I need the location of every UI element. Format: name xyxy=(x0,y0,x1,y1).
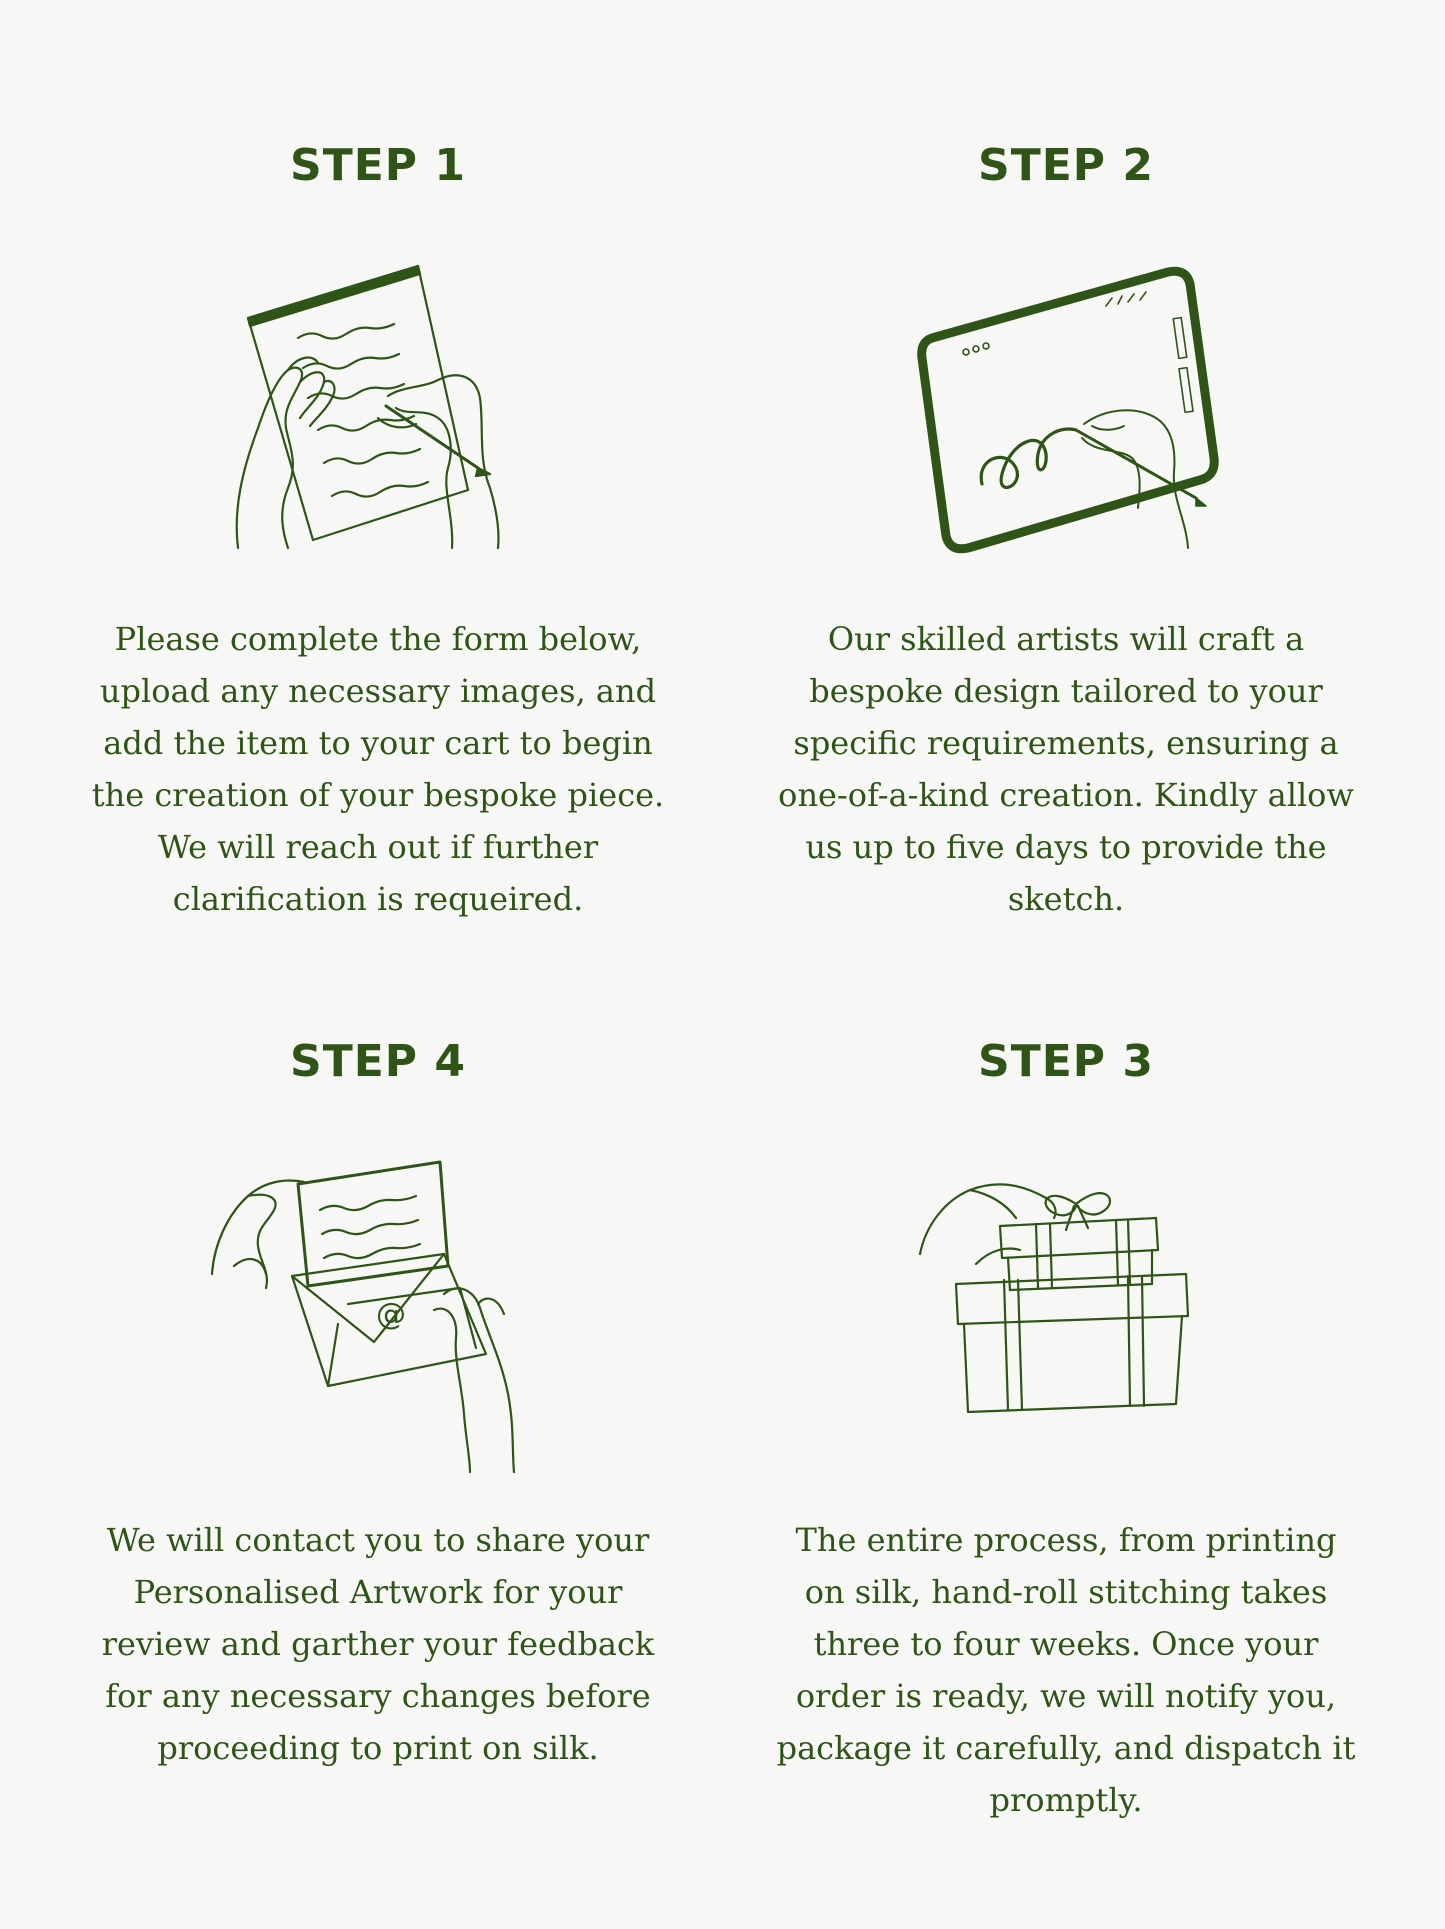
step-1-section xyxy=(78,140,678,925)
step-2-description: Our skilled artists will craft a bespoke design tailored to your specific requirements, ensuring a one-of-a-kind creation. Kindly allow us up to five days to provide the sketch. xyxy=(778,620,1354,918)
step-4-section xyxy=(78,1036,678,1774)
svg-text:@: @ xyxy=(376,1297,406,1332)
step-2-title: STEP 2 xyxy=(978,140,1154,191)
envelope-letter-icon xyxy=(208,1154,548,1474)
writing-form-icon xyxy=(228,258,528,558)
step-3-illustration xyxy=(766,1154,1366,1474)
step-1-illustration xyxy=(78,258,678,558)
step-1-description: Please complete the form below, upload any necessary images, and add the item to your cart to begin the creation of your bespoke piece. We will reach out if further clarification is requeired. xyxy=(91,620,665,918)
step-4-title: STEP 4 xyxy=(290,1036,466,1087)
step-4-description: We will contact you to share your Personalised Artwork for your review and garther your feedback for any necessary changes before proceeding to print on silk. xyxy=(101,1521,655,1767)
step-1-title: STEP 1 xyxy=(290,140,466,191)
step-2-illustration xyxy=(766,258,1366,558)
step-2-section xyxy=(766,140,1366,925)
gift-boxes-icon xyxy=(916,1154,1216,1414)
step-4-illustration xyxy=(78,1154,678,1474)
step-3-section xyxy=(766,1036,1366,1826)
tablet-sketch-icon xyxy=(906,258,1226,558)
step-3-title: STEP 3 xyxy=(978,1036,1154,1087)
step-3-description: The entire process, from printing on silk, hand-roll stitching takes three to four weeks. Once your order is ready, we will notify you, package it carefully, and dispatch it promptly. xyxy=(776,1521,1356,1819)
